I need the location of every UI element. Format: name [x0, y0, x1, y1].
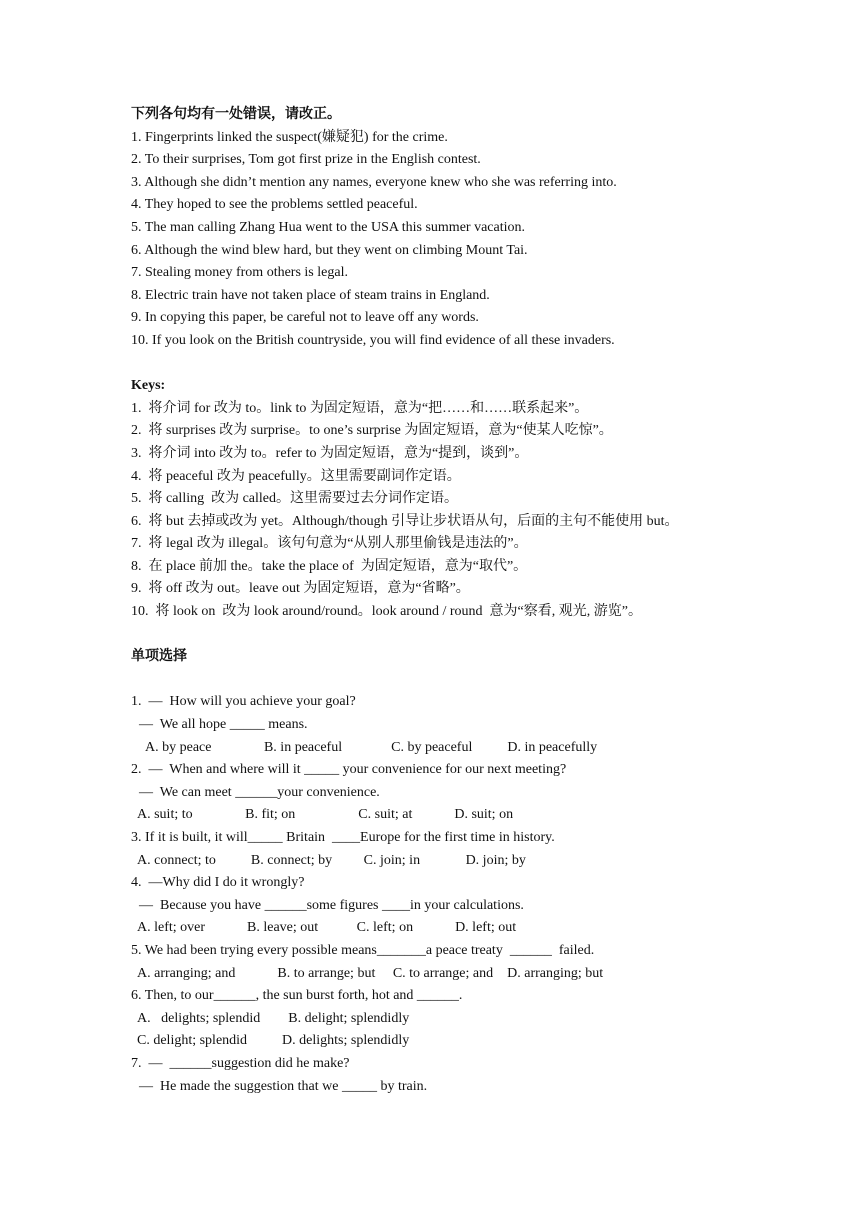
question-stem: 3. If it is built, it will_____ Britain ____Europe for the first time in history.: [131, 830, 555, 845]
correction-heading: 下列各句均有一处错误，请改正。: [131, 107, 341, 122]
key-item: 3. 将介词 into 改为 to。refer to 为固定短语，意为“提到，谈到”。: [131, 445, 529, 461]
question-options: A. delights; splendid B. delight; splendidly: [137, 1010, 410, 1026]
correction-item: 6. Although the wind blew hard, but they went on climbing Mount Tai.: [131, 242, 528, 258]
question-2: [131, 759, 831, 827]
key-item: 5. 将 calling 改为 called。这里需要过去分词作定语。: [131, 491, 459, 507]
question-5: [131, 940, 831, 985]
question-options: A. left; over B. leave; out C. left; on D. left; out: [137, 920, 517, 936]
correction-item: 4. They hoped to see the problems settled peaceful.: [131, 197, 418, 213]
question-6: [131, 985, 831, 1053]
key-item: 6. 将 but 去掉或改为 yet。Although/though 引导让步状语从句，后面的主句不能使用 but。: [131, 513, 679, 529]
question-4: [131, 872, 831, 940]
correction-item: 5. The man calling Zhang Hua went to the USA this summer vacation.: [131, 219, 525, 235]
correction-item: 7. Stealing money from others is legal.: [131, 265, 348, 281]
question-stem: 6. Then, to our______, the sun burst forth, hot and ______.: [131, 988, 463, 1004]
question-1: [131, 691, 831, 759]
question-dialogue: — He made the suggestion that we _____ by train.: [139, 1078, 428, 1094]
correction-item: 10. If you look on the British countryside, you will find evidence of all these invaders.: [131, 332, 615, 348]
question-options: A. connect; to B. connect; by C. join; in D. join; by: [137, 852, 526, 868]
correction-list: [131, 127, 831, 353]
question-options: A. arranging; and B. to arrange; but C. to arrange; and D. arranging; but: [137, 965, 604, 981]
correction-item: 1. Fingerprints linked the suspect(嫌疑犯) for the crime.: [131, 129, 448, 145]
key-item: 10. 将 look on 改为 look around/round。look around / round 意为“察看, 观光, 游览”。: [131, 604, 642, 620]
document-page: [131, 104, 831, 1098]
question-options: A. suit; to B. fit; on C. suit; at D. suit; on: [137, 807, 514, 823]
key-item: 9. 将 off 改为 out。leave out 为固定短语，意为“省略”。: [131, 581, 470, 597]
spacer: [131, 624, 831, 647]
question-stem: 2. — When and where will it _____ your convenience for our next meeting?: [131, 762, 567, 778]
question-stem: 5. We had been trying every possible means_______a peace treaty ______ failed.: [131, 942, 595, 958]
question-stem: 7. — ______suggestion did he make?: [131, 1055, 350, 1071]
question-stem: 1. — How will you achieve your goal?: [131, 694, 356, 710]
question-options: C. delight; splendid D. delights; splendidly: [137, 1033, 410, 1049]
question-dialogue: — We all hope _____ means.: [139, 717, 308, 733]
keys-list: [131, 398, 831, 624]
question-dialogue: — Because you have ______some figures ____in your calculations.: [139, 897, 524, 913]
spacer: [131, 353, 831, 376]
question-dialogue: — We can meet ______your convenience.: [139, 784, 380, 800]
correction-item: 2. To their surprises, Tom got first prize in the English contest.: [131, 152, 481, 168]
correction-item: 8. Electric train have not taken place of steam trains in England.: [131, 287, 490, 303]
key-item: 2. 将 surprises 改为 surprise。to one’s surprise 为固定短语，意为“使某人吃惊”。: [131, 423, 613, 439]
spacer: [131, 669, 831, 692]
key-item: 8. 在 place 前加 the。take the place of 为固定短语，意为“取代”。: [131, 558, 528, 574]
question-7: [131, 1053, 831, 1098]
question-stem: 4. —Why did I do it wrongly?: [131, 875, 305, 891]
question-3: [131, 827, 831, 872]
correction-item: 9. In copying this paper, be careful not to leave off any words.: [131, 310, 479, 326]
correction-item: 3. Although she didn’t mention any names, everyone knew who she was referring into.: [131, 174, 617, 190]
key-item: 7. 将 legal 改为 illegal。该句句意为“从别人那里偷钱是违法的”。: [131, 536, 528, 552]
keys-heading: Keys:: [131, 378, 166, 394]
question-options: A. by peace B. in peaceful C. by peaceful D. in peacefully: [145, 739, 598, 755]
choice-heading: 单项选择: [131, 649, 187, 665]
key-item: 4. 将 peaceful 改为 peacefully。这里需要副词作定语。: [131, 468, 461, 484]
key-item: 1. 将介词 for 改为 to。link to 为固定短语，意为“把……和……联系起来”。: [131, 400, 589, 416]
